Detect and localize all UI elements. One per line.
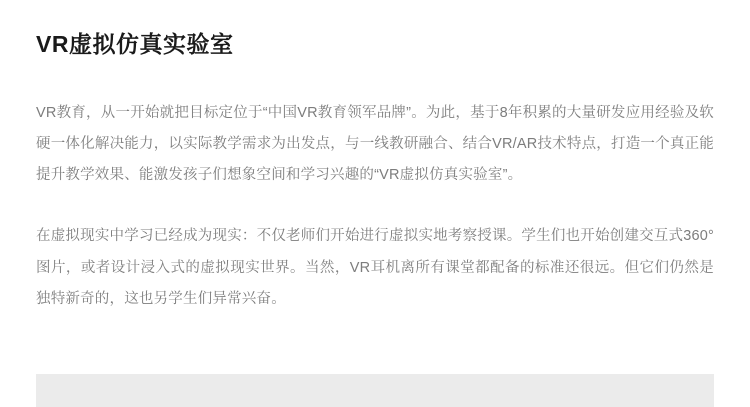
page-title: VR虚拟仿真实验室 [36, 31, 234, 57]
body-paragraph-2: 在虚拟现实中学习已经成为现实：不仅老师们开始进行虚拟实地考察授课。学生们也开始创建交互式360°图片，或者设计浸入式的虚拟现实世界。当然，VR耳机离所有课堂都配备的标准还很远。但它们仍然是独特新奇的，这也另学生们异常兴奋。 [36, 228, 714, 307]
body-paragraph-1: VR教育，从一开始就把目标定位于“中国VR教育领军品牌”。为此，基于8年积累的大量研发应用经验及软硬一体化解决能力，以实际教学需求为出发点，与一线教研融合、结合VR/AR技术特点，打造一个真正能提升教学效果、能激发孩子们想象空间和学习兴趣的“VR虚拟仿真实验室”。 [36, 104, 714, 184]
footer-band [36, 374, 714, 407]
